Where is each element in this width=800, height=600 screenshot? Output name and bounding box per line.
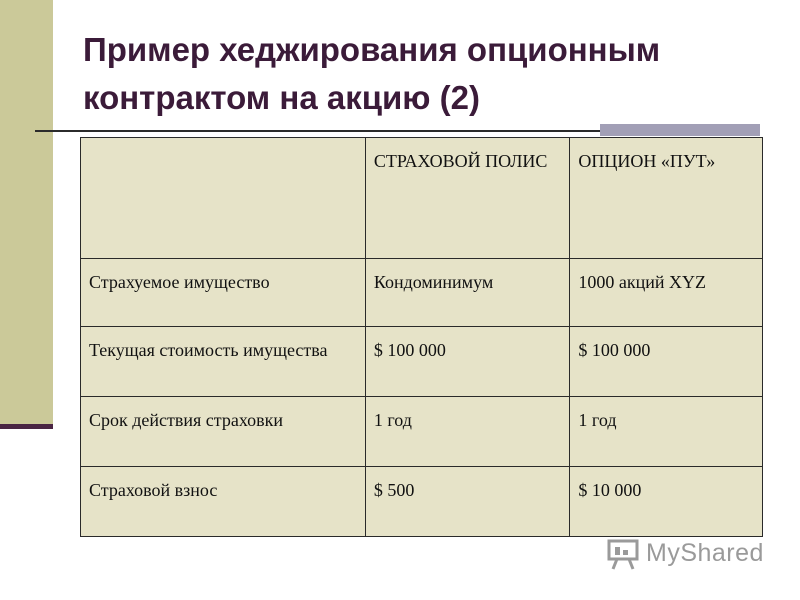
table-row (81, 259, 763, 327)
header-cell-put-option (570, 138, 763, 259)
header-label: ОПЦИОН «ПУТ» (578, 151, 716, 171)
table-cell: Кондоминимум (365, 259, 570, 327)
table-row (81, 397, 763, 467)
table-cell: $ 10 000 (570, 467, 763, 537)
presentation-board-icon (606, 537, 642, 571)
header-cell-insurance-policy (365, 138, 570, 259)
table-cell: 1 год (570, 397, 763, 467)
table-cell: Страхуемое имущество (81, 259, 366, 327)
table-cell: Срок действия страховки (81, 397, 366, 467)
title-accent-block (600, 124, 760, 136)
table-row (81, 327, 763, 397)
cell-text: Текущая стоимость имущества (89, 340, 328, 360)
left-decor-bar (0, 0, 53, 424)
table-header-row (81, 138, 763, 259)
table-cell: 1000 акций XYZ (570, 259, 763, 327)
comparison-table (80, 137, 763, 537)
table-cell: Страховой взнос (81, 467, 366, 537)
header-label: СТРАХОВОЙ ПОЛИС (373, 151, 548, 171)
watermark-text: MyShared (646, 539, 764, 567)
table-cell: $ 100 000 (365, 327, 570, 397)
table-cell: 1 год (365, 397, 570, 467)
watermark-logo (606, 537, 776, 571)
slide-title: Пример хеджирования опционным контрактом на акцию (2) (83, 31, 661, 116)
table-cell (81, 327, 366, 397)
title-underline (35, 130, 600, 132)
table-cell: $ 100 000 (570, 327, 763, 397)
table-row (81, 467, 763, 537)
table-cell: $ 500 (365, 467, 570, 537)
header-cell-empty (81, 138, 366, 259)
left-decor-accent (0, 424, 53, 429)
